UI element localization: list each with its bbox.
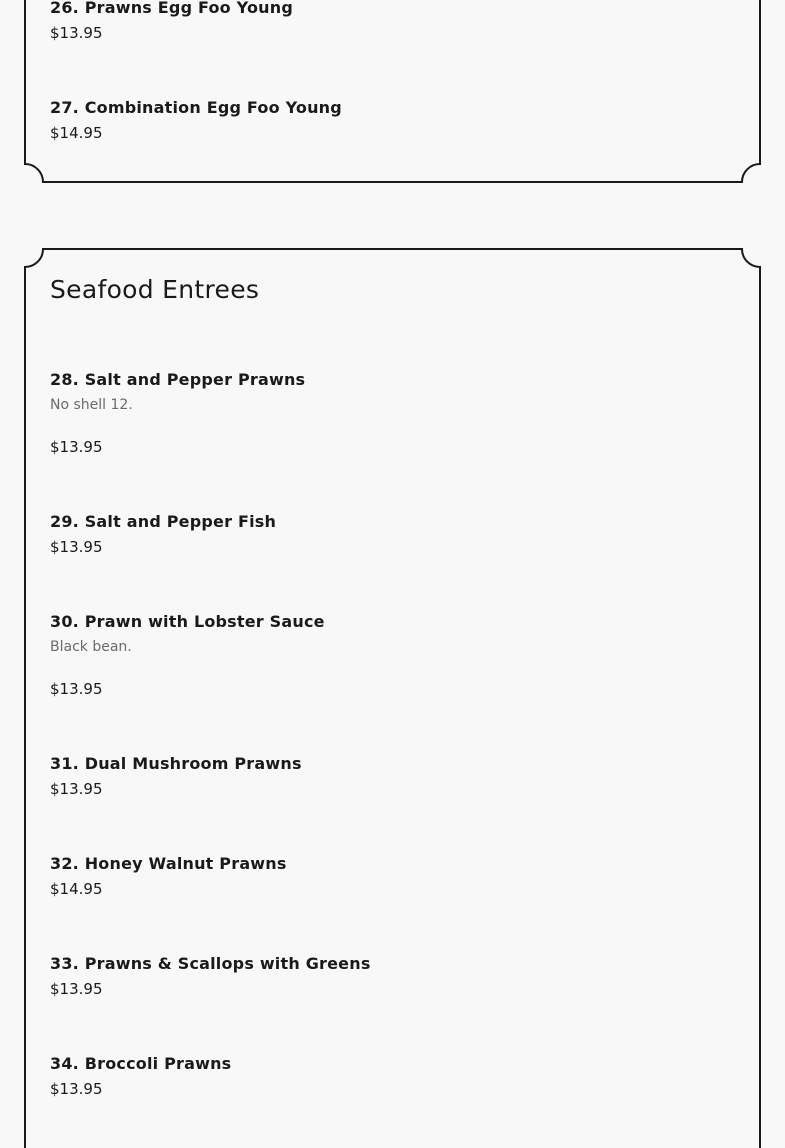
menu-item-name: 33. Prawns & Scallops with Greens — [50, 954, 371, 973]
menu-item-description: Black bean. — [50, 639, 132, 655]
menu-item-price: $13.95 — [50, 780, 103, 798]
menu-item-price-row — [50, 680, 103, 698]
menu-item-description: No shell 12. — [50, 397, 133, 413]
menu-item-price-row — [50, 980, 103, 998]
menu-section-card-egg-foo-young — [24, 0, 761, 184]
menu-item[interactable] — [50, 0, 293, 17]
menu-item-price-row — [50, 880, 103, 898]
menu-item-name: 29. Salt and Pepper Fish — [50, 512, 277, 531]
menu-item-price-row — [50, 780, 103, 798]
menu-item[interactable] — [50, 612, 325, 655]
menu-item-name: 31. Dual Mushroom Prawns — [50, 754, 302, 773]
menu-item-name: 26. Prawns Egg Foo Young — [50, 0, 293, 17]
menu-item-price-row — [50, 538, 103, 556]
menu-item-price: $14.95 — [50, 124, 103, 142]
menu-item-name: 32. Honey Walnut Prawns — [50, 854, 287, 873]
menu-item-price: $13.95 — [50, 438, 103, 456]
menu-item-price: $13.95 — [50, 680, 103, 698]
menu-item-price: $13.95 — [50, 24, 103, 42]
menu-item[interactable] — [50, 1054, 231, 1073]
menu-item-price: $13.95 — [50, 1080, 103, 1098]
menu-item[interactable] — [50, 854, 287, 873]
section-title: Seafood Entrees — [50, 275, 260, 304]
menu-item-price: $14.95 — [50, 880, 103, 898]
menu-item[interactable] — [50, 98, 342, 117]
card-frame — [24, 0, 761, 184]
menu-item-name: 30. Prawn with Lobster Sauce — [50, 612, 325, 631]
menu-item[interactable] — [50, 370, 305, 413]
menu-item-name: 28. Salt and Pepper Prawns — [50, 370, 306, 389]
menu-item[interactable] — [50, 954, 371, 973]
menu-item-name: 27. Combination Egg Foo Young — [50, 98, 342, 117]
menu-item[interactable] — [50, 512, 276, 531]
menu-item-price-row — [50, 124, 103, 142]
menu-item-price: $13.95 — [50, 538, 103, 556]
menu-item-price-row — [50, 1080, 103, 1098]
menu-item-price-row — [50, 438, 103, 456]
menu-section-card-seafood — [24, 248, 761, 1148]
menu-item-price: $13.95 — [50, 980, 103, 998]
menu-item-name: 34. Broccoli Prawns — [50, 1054, 232, 1073]
menu-item[interactable] — [50, 754, 302, 773]
menu-item-price-row — [50, 24, 103, 42]
